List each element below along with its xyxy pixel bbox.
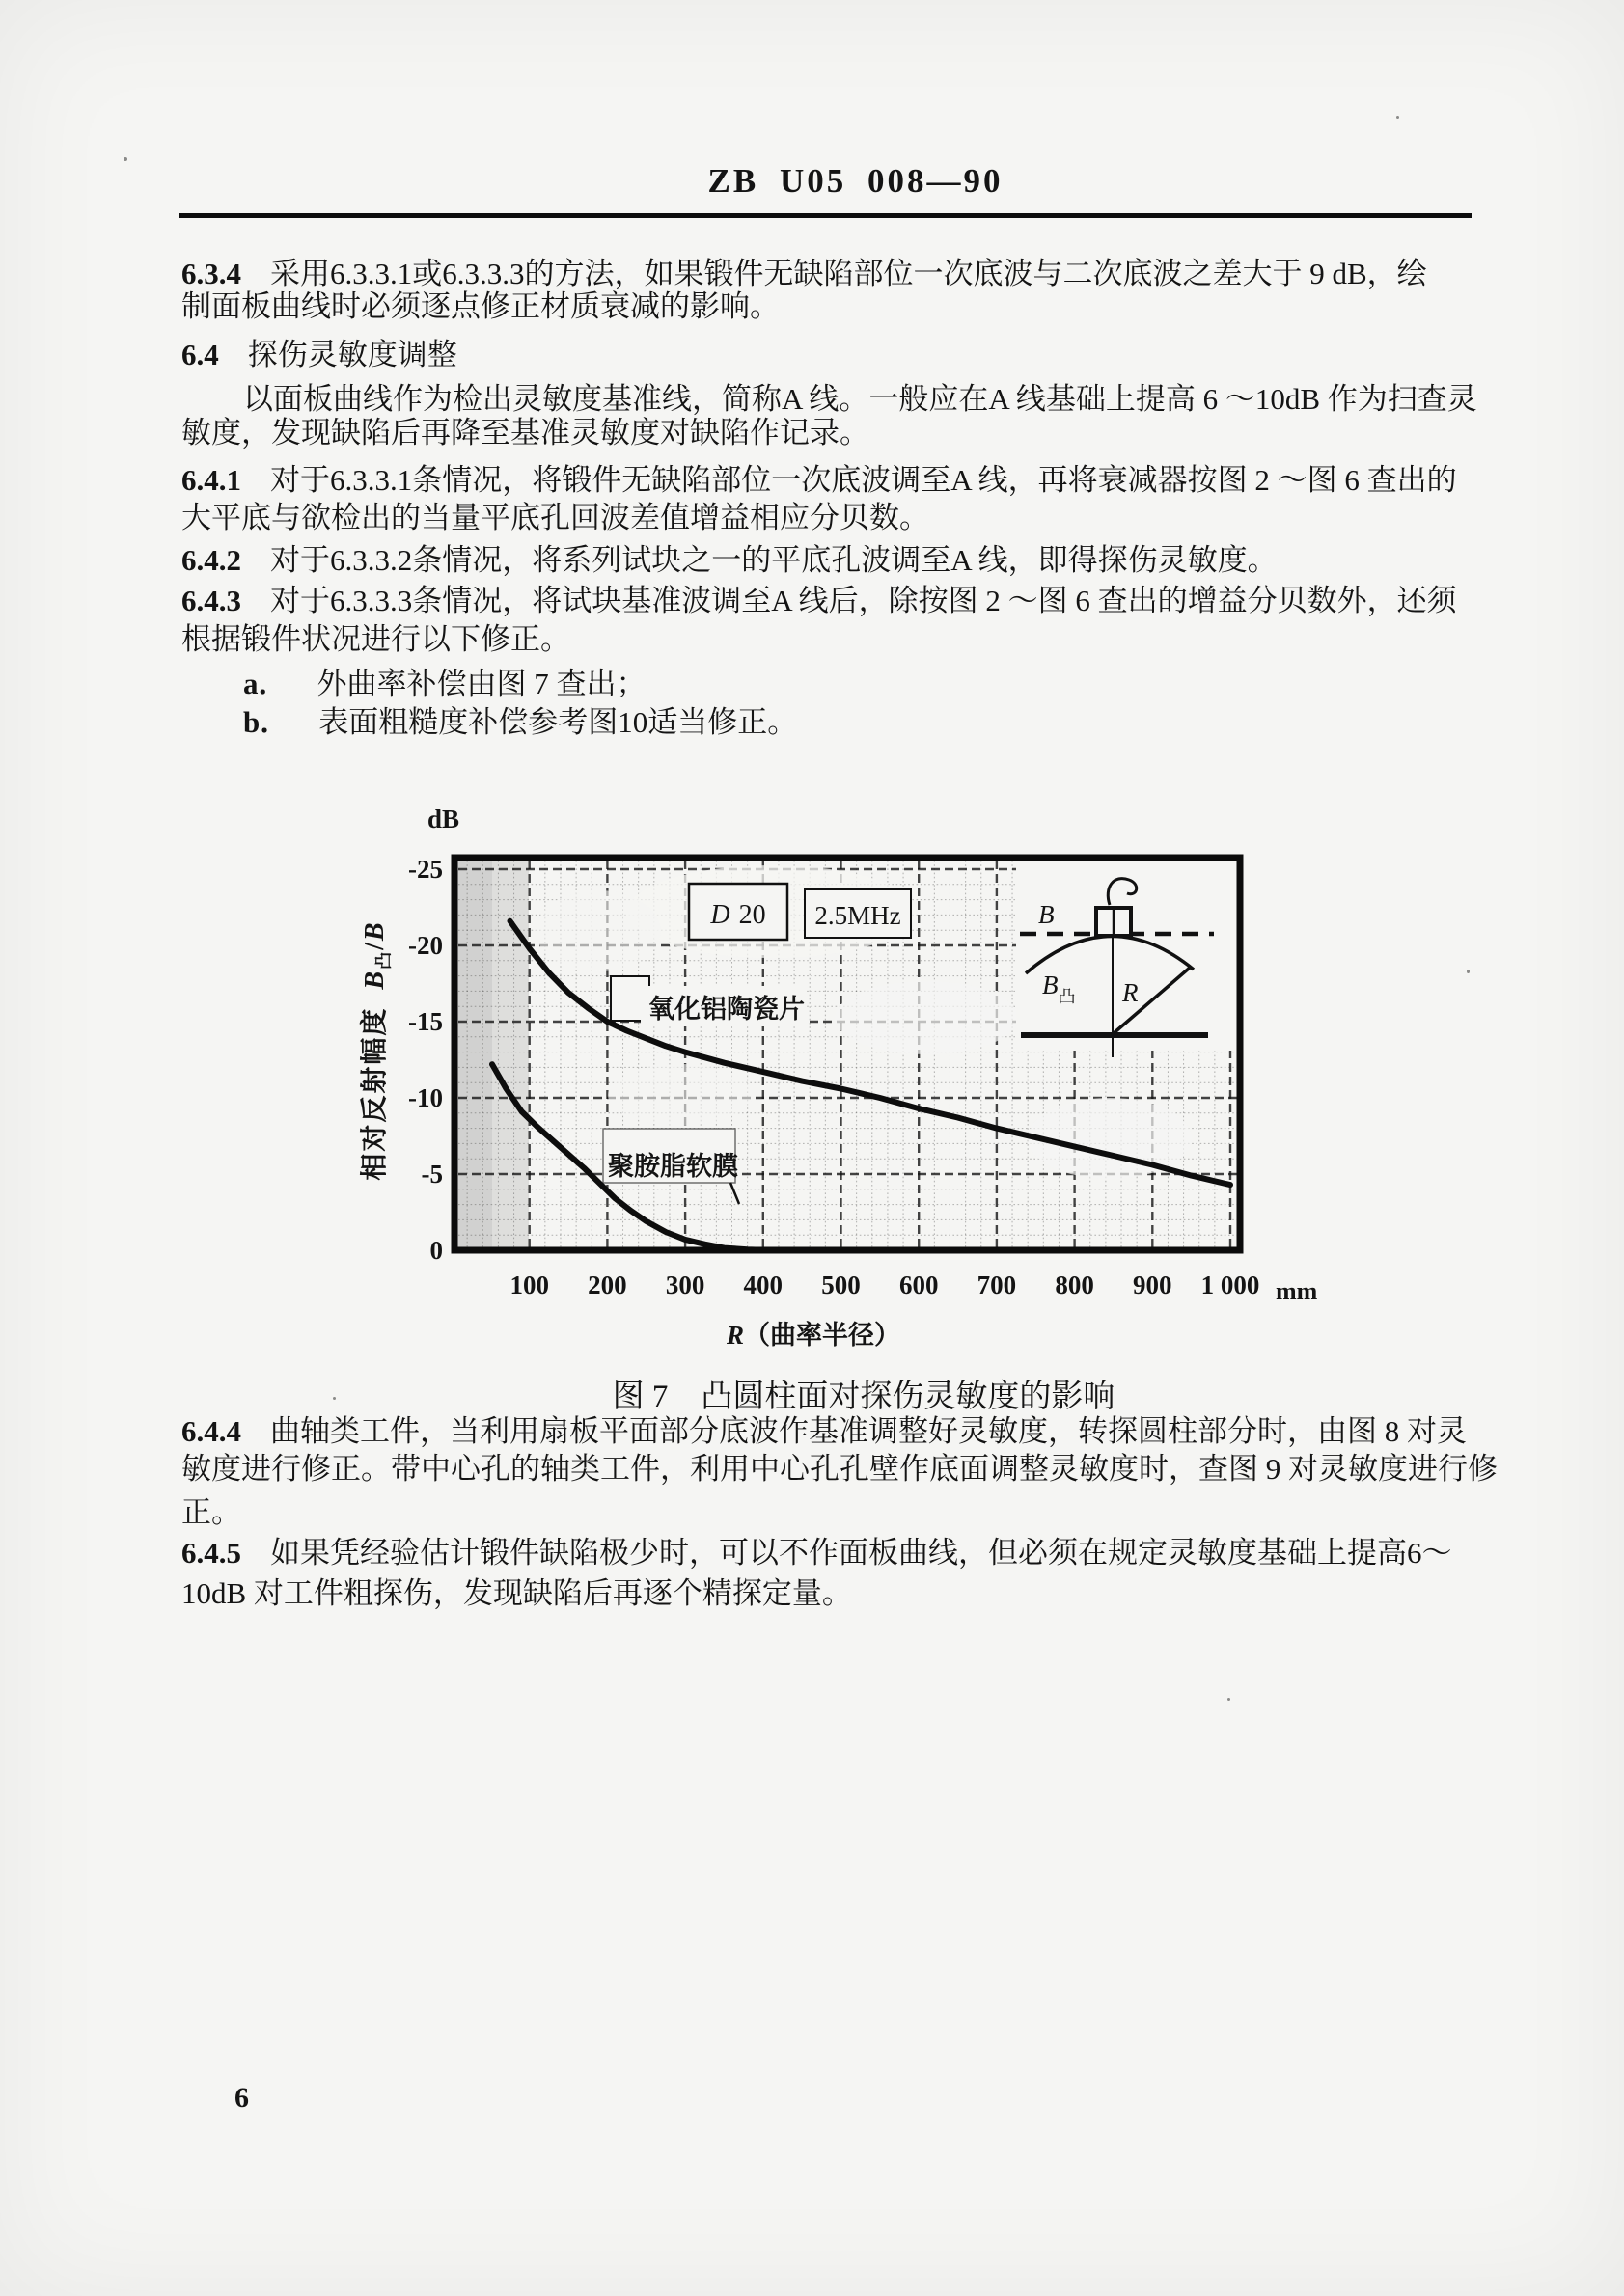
y-tick-label: -25 [408,855,443,884]
text-line [181,583,1457,618]
figure-caption [526,1371,1201,1416]
y-tick-label: -5 [421,1160,443,1189]
x-tick-label: 600 [898,1271,939,1299]
inset-label-B-convex-sym: B [1042,970,1059,999]
clause-text: 曲轴类工件，当利用扇板平面部分底波作基准调整好灵敏度，转探圆柱部分时，由图 8 对灵 [270,1414,1467,1448]
y-axis-title [353,896,394,1205]
scan-speck [333,1397,336,1400]
text-line [181,1575,852,1611]
text-line [181,288,780,324]
clause-text: 正。 [181,1495,241,1529]
scan-speck [1396,116,1399,119]
y-axis-symbol-B: B [360,920,390,942]
clause-text: 对于6.3.3.2条情况，将系列试块之一的平底孔波调至A 线，即得探伤灵敏度。 [270,543,1278,577]
clause-text: 敏度进行修正。带中心孔的轴类工件，利用中心孔孔壁作底面调整灵敏度时，查图 9 对灵敏度进行修 [181,1452,1498,1486]
clause-text: 探伤灵敏度调整 [247,338,457,371]
text-line [181,337,457,372]
list-item-letter: a． [243,667,289,700]
x-axis-title [712,1314,915,1352]
x-tick-label: 100 [509,1271,549,1299]
list-item-letter: b． [243,705,290,739]
x-tick-label: 800 [1055,1271,1094,1299]
text-line [181,1494,241,1530]
figure-caption-number: 图 7 [612,1380,669,1414]
inset-schematic [1016,861,1240,1057]
clause-number: 6.4.3 [181,584,241,617]
probe-diameter-symbol: D [710,900,730,930]
text-line [181,500,929,535]
clause-text: 大平底与欲检出的当量平底孔回波差值增益相应分贝数。 [181,501,929,534]
y-tick-label: -20 [408,931,443,960]
text-line [181,462,1457,498]
clause-text: 以面板曲线作为检出灵敏度基准线，简称A 线。一般应在A 线基础上提高 6 ～10dB 作为扫查灵 [243,382,1477,416]
document-code-header: ZB U05 008—90 [707,162,1004,200]
y-tick-label: -10 [408,1083,443,1112]
x-tick-label: 300 [665,1271,705,1299]
clause-number: 6.4.4 [181,1414,241,1448]
clause-number: 6.4 [181,338,219,371]
y-tick-label: 0 [429,1236,443,1265]
text-line [181,621,570,657]
y-axis-title-text: 相对反射幅度 [360,1006,390,1181]
clause-text: 10dB 对工件粗探伤，发现缺陷后再逐个精探定量。 [181,1576,852,1610]
clause-text: 如果凭经验估计锻件缺陷极少时，可以不作面板曲线，但必须在规定灵敏度基础上提高6～ [270,1536,1452,1570]
x-tick-label: 500 [821,1271,861,1299]
annotation-frequency: 2.5MHz [814,901,901,930]
x-axis-symbol-R: R [726,1321,744,1350]
inset-label-convex-subscript: 凸 [1058,987,1076,1006]
x-axis-title-text: （曲率半径） [744,1321,900,1350]
text-line [181,415,869,451]
clause-text: 敏度，发现缺陷后再降至基准灵敏度对缺陷作记录。 [181,416,869,450]
scan-dark-band [457,861,492,1247]
clause-text: 表面粗糙度补偿参考图10适当修正。 [318,705,798,739]
figure-7-chart [318,791,1418,1370]
clause-text: 根据锻件状况进行以下修正。 [181,622,570,656]
x-tick-label: 900 [1133,1271,1172,1299]
text-line [181,1451,1498,1487]
text-line [181,542,1278,578]
scan-speck [124,157,127,161]
inset-label-R: R [1122,978,1139,1007]
clause-number: 6.4.5 [181,1536,241,1570]
header-rule [179,213,1472,218]
text-line [243,381,1477,417]
x-tick-label: 400 [743,1271,784,1299]
y-axis-subscript: 凸 [373,949,394,970]
clause-text: 制面板曲线时必须逐点修正材质衰减的影响。 [181,289,780,323]
curve-label-polyurethane: 聚胺脂软膜 [608,1152,738,1181]
scan-speck [1227,1698,1230,1701]
clause-number: 6.4.1 [181,463,241,497]
text-line [181,1535,1452,1571]
x-tick-label: 200 [588,1271,627,1299]
clause-text: 对于6.3.3.1条情况，将锻件无缺陷部位一次底波调至A 线，再将衰减器按图 2 ～图 6 查出的 [270,463,1457,497]
inset-label-B: B [1038,900,1055,929]
y-axis-unit-label: dB [427,805,460,834]
clause-text: 采用6.3.3.1或6.3.3.3的方法，如果锻件无缺陷部位一次底波与二次底波之差大于 9 dB，绘 [270,257,1427,290]
text-line [181,256,1427,291]
y-axis-slash: / [360,941,390,950]
x-tick-label: 700 [977,1271,1017,1299]
scan-speck [1467,970,1470,973]
text-line [243,704,797,740]
figure-caption-text: 凸圆柱面对探伤灵敏度的影响 [701,1380,1115,1414]
text-line [181,1413,1467,1449]
curve-label-alumina: 氧化铝陶瓷片 [648,995,805,1024]
clause-number: 6.4.2 [181,543,241,577]
clause-text: 外曲率补偿由图 7 查出； [317,667,647,700]
text-line [243,666,647,701]
clause-number: 6.3.4 [181,257,241,290]
x-axis-unit-label: mm [1276,1277,1318,1305]
y-axis-symbol-B-convex: B [360,969,390,990]
probe-diameter-value: 20 [738,900,766,930]
x-tick-label: 1 000 [1200,1271,1260,1299]
clause-text: 对于6.3.3.3条情况，将试块基准波调至A 线后，除按图 2 ～图 6 查出的增益分贝数外，还须 [270,584,1457,617]
page-number: 6 [234,2082,249,2114]
y-tick-label: -15 [408,1007,443,1036]
